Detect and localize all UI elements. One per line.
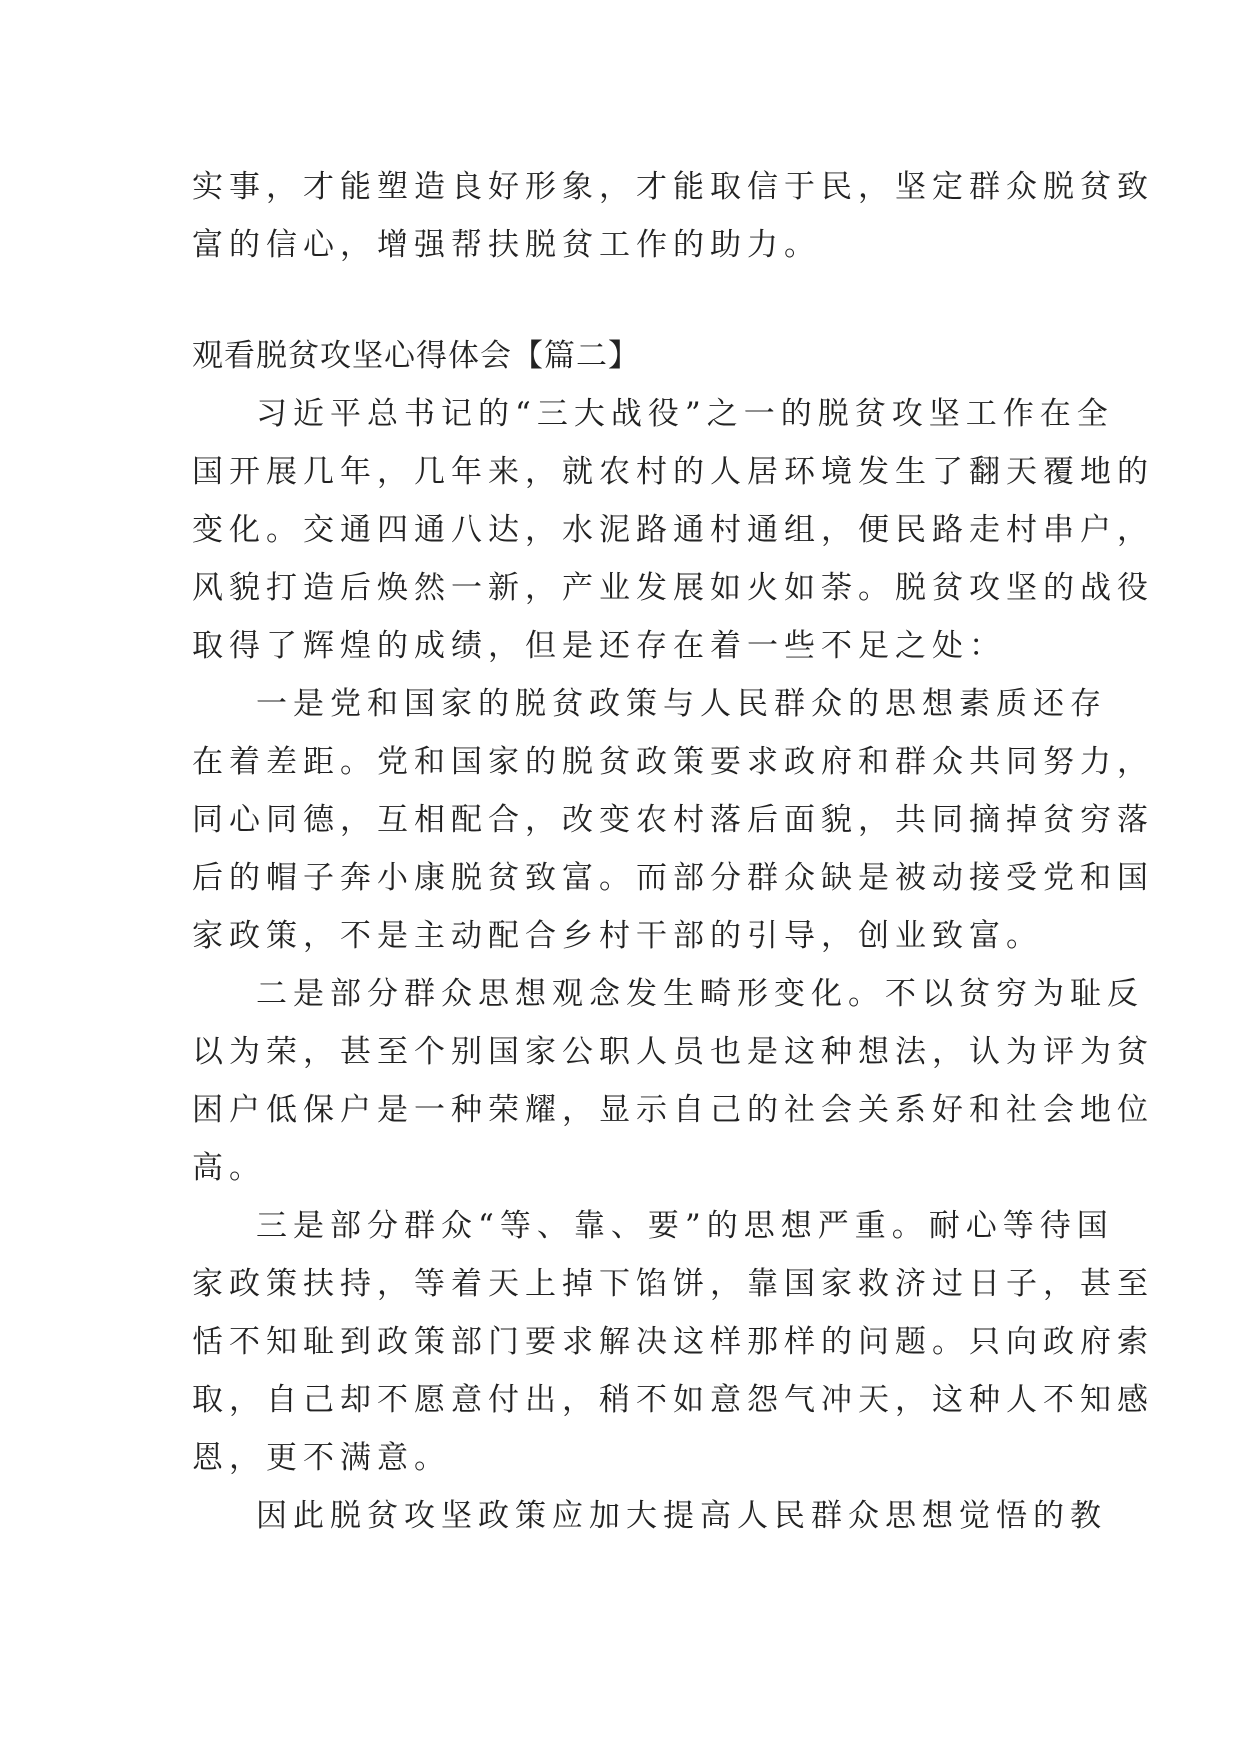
body-line: 取，自己却不愿意付出，稍不如意怨气冲天，这种人不知感 — [192, 1382, 1154, 1418]
document-body — [192, 158, 1154, 1545]
paragraph — [192, 1197, 1154, 1487]
body-line: 家政策扶持，等着天上掉下馅饼，靠国家救济过日子，甚至 — [192, 1266, 1154, 1302]
body-line: 以为荣，甚至个别国家公职人员也是这种想法，认为评为贫 — [192, 1034, 1154, 1070]
body-line: 实事，才能塑造良好形象，才能取信于民，坚定群众脱贫致 — [192, 169, 1154, 205]
paragraph — [192, 1487, 1107, 1545]
paragraph — [192, 965, 1154, 1197]
body-line: 后的帽子奔小康脱贫致富。而部分群众缺是被动接受党和国 — [192, 860, 1154, 896]
body-line: 家政策，不是主动配合乡村干部的引导，创业致富。 — [192, 918, 1043, 954]
paragraph — [192, 385, 1154, 675]
paragraph — [192, 675, 1154, 965]
body-line: 因此脱贫攻坚政策应加大提高人民群众思想觉悟的教 — [256, 1498, 1107, 1534]
body-line: 国开展几年，几年来，就农村的人居环境发生了翻天覆地的 — [192, 454, 1154, 490]
body-line: 三是部分群众“等、靠、要”的思想严重。耐心等待国 — [256, 1208, 1114, 1244]
body-line: 困户低保户是一种荣耀，显示自己的社会关系好和社会地位 — [192, 1092, 1154, 1128]
body-line: 习近平总书记的“三大战役”之一的脱贫攻坚工作在全 — [256, 396, 1114, 432]
body-line: 取得了辉煌的成绩，但是还存在着一些不足之处： — [192, 628, 1006, 664]
body-line: 在着差距。党和国家的脱贫政策要求政府和群众共同努力， — [192, 744, 1154, 780]
body-line: 富的信心，增强帮扶脱贫工作的助力。 — [192, 227, 821, 263]
body-line: 恬不知耻到政策部门要求解决这样那样的问题。只向政府索 — [192, 1324, 1154, 1360]
body-line: 风貌打造后焕然一新，产业发展如火如荼。脱贫攻坚的战役 — [192, 570, 1154, 606]
section-title: 观看脱贫攻坚心得体会【篇二】 — [192, 338, 640, 374]
body-line: 二是部分群众思想观念发生畸形变化。不以贫穷为耻反 — [256, 976, 1144, 1012]
body-line: 恩，更不满意。 — [192, 1440, 451, 1476]
body-line: 一是党和国家的脱贫政策与人民群众的思想素质还存 — [256, 686, 1107, 722]
body-line: 变化。交通四通八达，水泥路通村通组，便民路走村串户， — [192, 512, 1154, 548]
body-line: 高。 — [192, 1150, 266, 1186]
body-line: 同心同德，互相配合，改变农村落后面貌，共同摘掉贫穷落 — [192, 802, 1154, 838]
